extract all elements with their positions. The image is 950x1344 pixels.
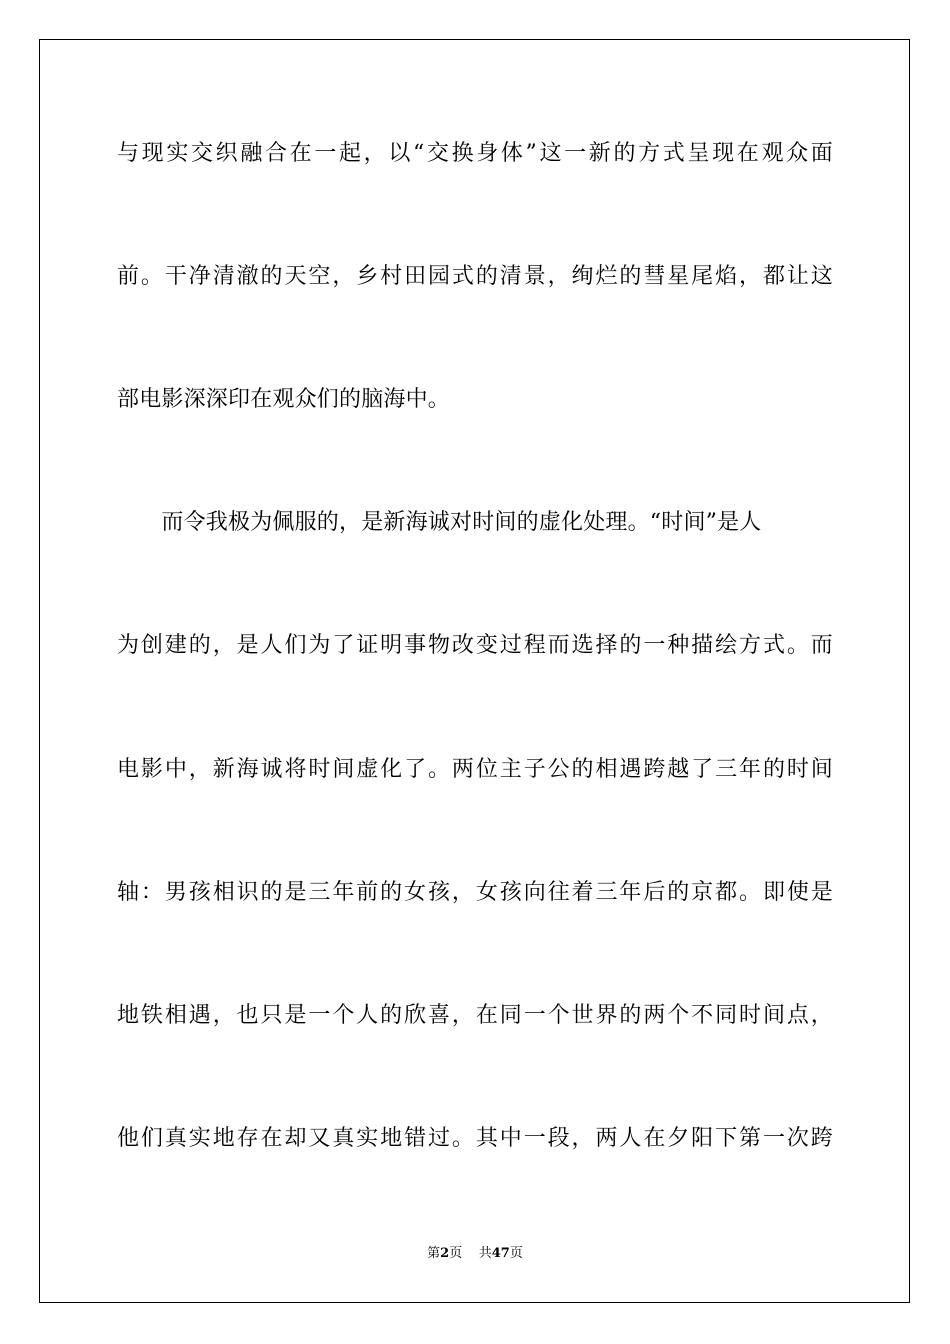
paragraph-line-7: 轴：男孩相识的是三年前的女孩，女孩向往着三年后的京都。即使是 <box>117 880 833 905</box>
footer-page-suffix: 页 <box>449 1246 463 1261</box>
footer-page-prefix: 第 <box>427 1246 441 1261</box>
footer-total-prefix: 共 <box>478 1246 492 1261</box>
footer-page-number: 2 <box>440 1246 450 1261</box>
paragraph-line-6: 电影中，新海诚将时间虚化了。两位主子公的相遇跨越了三年的时间 <box>117 757 833 782</box>
page-border <box>39 39 910 1303</box>
paragraph-line-2: 前。干净清澈的天空，乡村田园式的清景，绚烂的彗星尾焰，都让这 <box>117 264 833 289</box>
paragraph-line-4: 而令我极为佩服的，是新海诚对时间的虚化处理。“时间”是人 <box>117 510 762 535</box>
footer-total-suffix: 页 <box>509 1246 523 1261</box>
paragraph-line-1: 与现实交织融合在一起，以“交换身体”这一新的方式呈现在观众面 <box>117 141 833 166</box>
page-footer <box>0 1246 950 1262</box>
paragraph-line-8: 地铁相遇，也只是一个人的欣喜，在同一个世界的两个不同时间点， <box>117 1003 833 1028</box>
paragraph-line-3: 部电影深深印在观众们的脑海中。 <box>117 387 451 412</box>
paragraph-line-9: 他们真实地存在却又真实地错过。其中一段，两人在夕阳下第一次跨 <box>117 1126 833 1151</box>
footer-total-pages: 47 <box>491 1246 510 1261</box>
paragraph-line-5: 为创建的，是人们为了证明事物改变过程而选择的一种描绘方式。而 <box>117 633 833 658</box>
